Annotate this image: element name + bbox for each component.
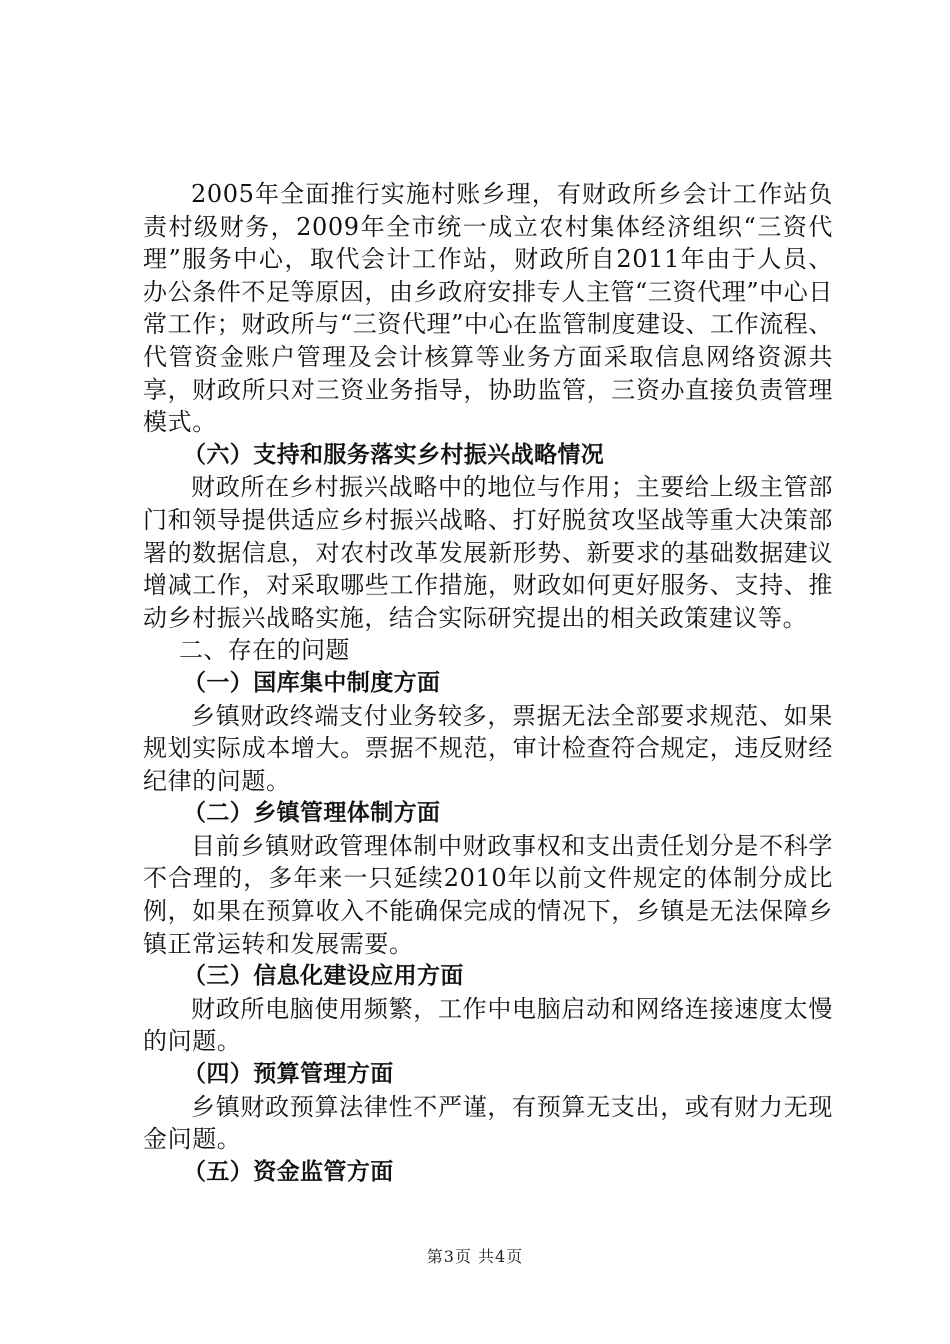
paragraph-informatization: 财政所电脑使用频繁，工作中电脑启动和网络连接速度太慢的问题。 — [143, 994, 833, 1056]
heading-budget-management: （四）预算管理方面 — [183, 1061, 394, 1088]
paragraph-rural-revitalization: 财政所在乡村振兴战略中的地位与作用；主要给上级主管部门和领导提供适应乡村振兴战略、打好脱贫攻坚战等重大决策部署的数据信息，对农村改革发展新形势、新要求的基础数据建议增减工作，对采取哪些工作措施，财政如何更好服务、支持、推动乡村振兴战略实施，结合实际研究提出的相关政策建议等。 — [143, 473, 833, 632]
heading-informatization: （三）信息化建设应用方面 — [183, 963, 464, 990]
heading-fund-supervision: （五）资金监管方面 — [183, 1158, 394, 1185]
page-footer — [0, 1244, 950, 1267]
document-body — [143, 178, 833, 1188]
paragraph-budget-management: 乡镇财政预算法律性不严谨，有预算无支出，或有财力无现金问题。 — [143, 1092, 833, 1154]
heading-treasury-system: （一）国库集中制度方面 — [183, 669, 441, 696]
paragraph-township-management: 目前乡镇财政管理体制中财政事权和支出责任划分是不科学不合理的，多年来一只延续2010年以前文件规定的体制分成比例，如果在预算收入不能确保完成的情况下，乡镇是无法保障乡镇正常运转和发展需要。 — [143, 831, 833, 958]
paragraph-treasury-system: 乡镇财政终端支付业务较多，票据无法全部要求规范、如果规划实际成本增大。票据不规范，审计检查符合规定，违反财经纪律的问题。 — [143, 701, 833, 795]
paragraph-three-capital-agency: 2005年全面推行实施村账乡理，有财政所乡会计工作站负责村级财务，2009年全市统一成立农村集体经济组织“三资代理”服务中心，取代会计工作站，财政所自2011年由于人员、办公条件不足等原因，由乡政府安排专人主管“三资代理”中心日常工作；财政所与“三资代理”中心在监管制度建设、工作流程、代管资金账户管理及会计核算等业务方面采取信息网络资源共享，财政所只对三资业务指导，协助监管，三资办直接负责管理模式。 — [143, 180, 833, 437]
page-number: 第3页 共4页 — [426, 1247, 524, 1266]
heading-existing-problems: 二、存在的问题 — [179, 636, 350, 665]
heading-rural-revitalization: （六）支持和服务落实乡村振兴战略情况 — [183, 441, 605, 468]
heading-township-management: （二）乡镇管理体制方面 — [183, 800, 441, 827]
